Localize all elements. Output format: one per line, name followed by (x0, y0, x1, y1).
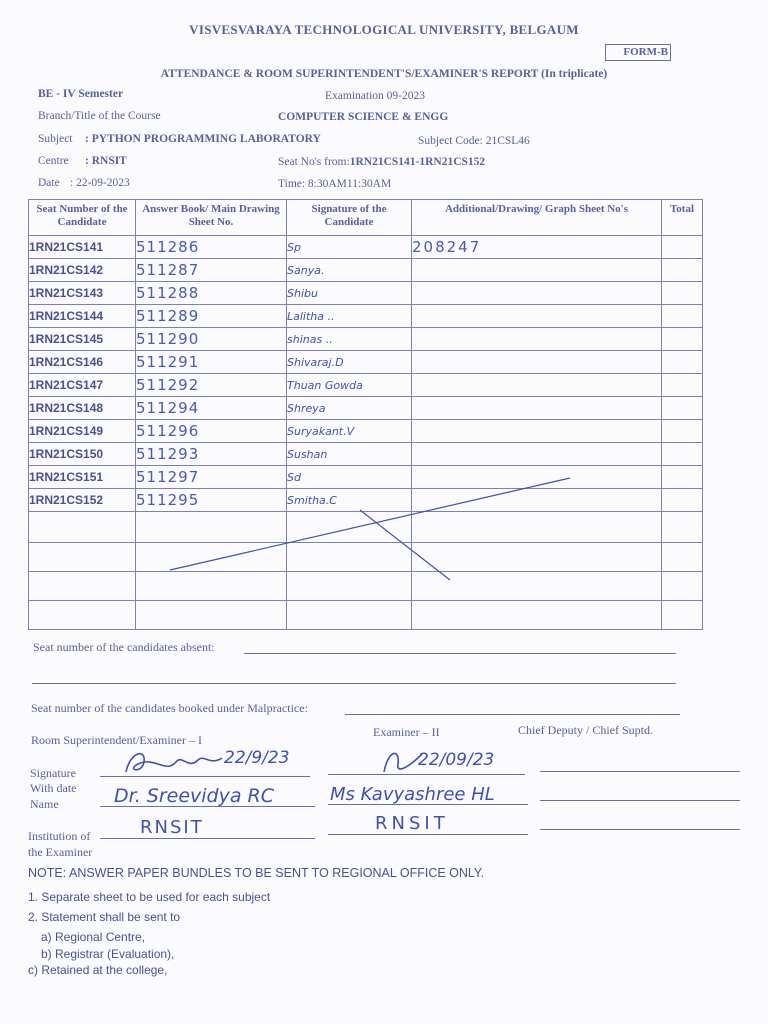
answer-book-no: 511286 (136, 236, 287, 259)
total-cell (662, 305, 703, 328)
examiner-2-institution: RNSIT (375, 813, 449, 834)
university-name: VISVESVARAYA TECHNOLOGICAL UNIVERSITY, BELGAUM (189, 22, 579, 37)
date-label: Date (38, 177, 60, 189)
candidate-signature: Smitha.C (287, 489, 412, 512)
col-answer-book: Answer Book/ Main Drawing Sheet No. (136, 200, 287, 236)
with-date-label: With date (30, 781, 77, 795)
name-line-3 (540, 800, 740, 801)
examiner-2-date: 22/09/23 (418, 750, 495, 770)
date-value: : 22-09-2023 (70, 177, 130, 189)
subject-value: : PYTHON PROGRAMMING LABORATORY (85, 133, 321, 145)
examiner-1-date: 22/9/23 (224, 748, 290, 768)
seat-number: 1RN21CS146 (29, 351, 136, 374)
note-heading: NOTE: ANSWER PAPER BUNDLES TO BE SENT TO REGIONAL OFFICE ONLY. (28, 866, 485, 880)
signature-label: Signature (30, 766, 76, 780)
total-cell (662, 236, 703, 259)
chief-deputy-label: Chief Deputy / Chief Suptd. (518, 723, 653, 737)
subject-label: Subject (38, 133, 73, 145)
col-seat-number: Seat Number of the Candidate (29, 200, 136, 236)
examiner-2-name: Ms Kavyashree HL (330, 784, 495, 805)
table-row (29, 259, 703, 282)
additional-sheet-no (412, 443, 662, 466)
answer-book-no: 511287 (136, 259, 287, 282)
note-item-4: b) Registrar (Evaluation), (41, 947, 175, 961)
table-row (29, 305, 703, 328)
inst-line-1 (100, 838, 315, 839)
subject-code: Subject Code: 21CSL46 (418, 135, 530, 147)
cross-out-mark (150, 470, 590, 585)
seat-number: 1RN21CS143 (29, 282, 136, 305)
report-title: ATTENDANCE & ROOM SUPERINTENDENT'S/EXAMINER'S REPORT (In triplicate) (160, 68, 608, 80)
malpractice-label: Seat number of the candidates booked under Malpractice: (31, 701, 308, 715)
total-cell (662, 328, 703, 351)
semester: BE - IV Semester (38, 88, 124, 100)
candidate-signature: shinas .. (287, 328, 412, 351)
total-cell (662, 397, 703, 420)
note-item-5: c) Retained at the college, (28, 963, 168, 977)
col-total: Total (662, 200, 703, 236)
table-row (29, 351, 703, 374)
answer-book-no: 511294 (136, 397, 287, 420)
seat-number: 1RN21CS142 (29, 259, 136, 282)
answer-book-no: 511295 (136, 489, 287, 512)
seat-number: 1RN21CS147 (29, 374, 136, 397)
seat-number: 1RN21CS151 (29, 466, 136, 489)
additional-sheet-no (412, 305, 662, 328)
malpractice-line (345, 714, 680, 715)
total-cell (662, 374, 703, 397)
candidate-signature: Shivaraj.D (287, 351, 412, 374)
branch-label: Branch/Title of the Course (38, 110, 161, 122)
empty-row (29, 601, 703, 630)
the-examiner-label: the Examiner (28, 845, 93, 859)
answer-book-no: 511293 (136, 443, 287, 466)
seat-range-value: 1RN21CS141-1RN21CS152 (349, 156, 486, 168)
branch-value: COMPUTER SCIENCE & ENGG (278, 111, 449, 123)
candidate-signature: Sd (287, 466, 412, 489)
absent-line (244, 653, 676, 654)
total-cell (662, 466, 703, 489)
seat-number: 1RN21CS141 (29, 236, 136, 259)
note-item-1: 1. Separate sheet to be used for each subject (28, 890, 271, 904)
institution-label: Institution of (28, 829, 91, 843)
col-signature: Signature of the Candidate (287, 200, 412, 236)
additional-sheet-no (412, 351, 662, 374)
seat-number: 1RN21CS148 (29, 397, 136, 420)
exam-time: Time: 8:30AM11:30AM (278, 178, 392, 190)
total-cell (662, 420, 703, 443)
additional-sheet-no (412, 282, 662, 305)
col-additional-sheets: Additional/Drawing/ Graph Sheet No's (412, 200, 662, 236)
examination: Examination 09-2023 (325, 90, 425, 102)
additional-sheet-no (412, 420, 662, 443)
total-cell (662, 489, 703, 512)
candidate-signature: Sushan (287, 443, 412, 466)
total-cell (662, 259, 703, 282)
note-item-3: a) Regional Centre, (41, 930, 146, 944)
candidate-signature: Shreya (287, 397, 412, 420)
seat-range (278, 156, 485, 168)
seat-number: 1RN21CS152 (29, 489, 136, 512)
total-cell (662, 351, 703, 374)
form-label: FORM-B (605, 44, 671, 61)
additional-sheet-no (412, 374, 662, 397)
examiner-1-signature (118, 744, 228, 778)
additional-sheet-no (412, 328, 662, 351)
answer-book-no: 511288 (136, 282, 287, 305)
answer-book-no: 511289 (136, 305, 287, 328)
absent-label: Seat number of the candidates absent: (33, 640, 215, 654)
table-row (29, 397, 703, 420)
additional-sheet-no (412, 259, 662, 282)
table-row (29, 443, 703, 466)
examiner-1-name: Dr. Sreevidya RC (114, 785, 275, 807)
additional-sheet-no (412, 397, 662, 420)
table-header-row (29, 200, 703, 236)
absent-line-2 (32, 683, 676, 684)
table-row (29, 328, 703, 351)
candidate-signature: Thuan Gowda (287, 374, 412, 397)
total-cell (662, 443, 703, 466)
seat-number: 1RN21CS144 (29, 305, 136, 328)
answer-book-no: 511297 (136, 466, 287, 489)
examiner-1-institution: RNSIT (140, 817, 204, 838)
inst-line-3 (540, 829, 740, 830)
candidate-signature: Suryakant.V (287, 420, 412, 443)
candidate-signature: Lalitha .. (287, 305, 412, 328)
answer-book-no: 511292 (136, 374, 287, 397)
seat-number: 1RN21CS149 (29, 420, 136, 443)
answer-book-no: 511291 (136, 351, 287, 374)
total-cell (662, 282, 703, 305)
table-row (29, 282, 703, 305)
room-superintendent-label: Room Superintendent/Examiner – I (31, 733, 202, 747)
name-label: Name (30, 797, 59, 811)
seat-number: 1RN21CS150 (29, 443, 136, 466)
note-item-2: 2. Statement shall be sent to (28, 910, 181, 924)
answer-book-no: 511290 (136, 328, 287, 351)
seat-number: 1RN21CS145 (29, 328, 136, 351)
centre-label: Centre (38, 155, 69, 167)
sig-line-3 (540, 771, 740, 772)
table-row (29, 374, 703, 397)
examiner-2-label: Examiner – II (373, 725, 440, 739)
additional-sheet-no: 208247 (412, 236, 662, 259)
table-row (29, 236, 703, 259)
centre-value: : RNSIT (85, 155, 127, 167)
candidate-signature: Sp (287, 236, 412, 259)
candidate-signature: Shibu (287, 282, 412, 305)
candidate-signature: Sanya. (287, 259, 412, 282)
table-row (29, 420, 703, 443)
inst-line-2 (328, 834, 528, 835)
seat-range-label: Seat No's from: (278, 156, 350, 168)
answer-book-no: 511296 (136, 420, 287, 443)
